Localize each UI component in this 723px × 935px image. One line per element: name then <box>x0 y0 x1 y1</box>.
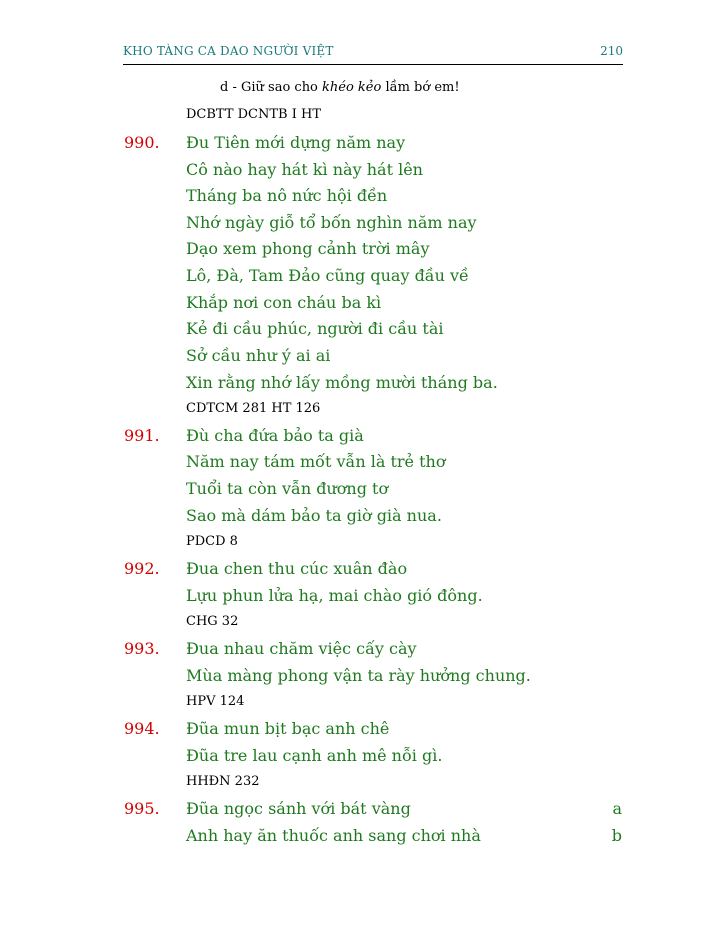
verse-line: Đũa ngọc sánh với bát vàng <box>186 799 411 818</box>
verse-line: Đũa tre lau cạnh anh mê nỗi gì. <box>186 746 443 765</box>
entry-number: 993. <box>124 639 160 658</box>
note-italic: khéo kẻo <box>322 80 382 95</box>
verse-line: Đu Tiên mới dựng năm nay <box>186 133 406 152</box>
verse-line: Tháng ba nô nức hội đền <box>186 186 388 205</box>
verse-line: Sao mà dám bảo ta giờ già nua. <box>186 506 442 525</box>
verse-line: Dạo xem phong cảnh trời mây <box>186 239 430 258</box>
verse-line: Đũa mun bịt bạc anh chê <box>186 719 390 738</box>
verse-line: Đù cha đứa bảo ta già <box>186 426 364 445</box>
verse-line: Cô nào hay hát kì này hát lên <box>186 160 423 179</box>
verse-line: Đua nhau chăm việc cấy cày <box>186 639 417 658</box>
verse-line: Năm nay tám mốt vẫn là trẻ thơ <box>186 452 446 471</box>
entry-number: 991. <box>124 426 160 445</box>
source-citation: CDTCM 281 HT 126 <box>186 401 321 416</box>
verse-line: Mùa màng phong vận ta rày hưởng chung. <box>186 666 531 685</box>
source-citation: HPV 124 <box>186 694 245 709</box>
verse-line: Kẻ đi cầu phúc, người đi cầu tài <box>186 319 444 338</box>
entry-number: 992. <box>124 559 160 578</box>
verse-line: Anh hay ăn thuốc anh sang chơi nhà <box>186 826 481 845</box>
note-prefix: d - Giữ sao cho <box>220 80 323 95</box>
entry-number: 990. <box>124 133 160 152</box>
page-header <box>123 44 623 65</box>
verse-line: Tuổi ta còn vẫn đương tơ <box>186 479 389 498</box>
book-title: KHO TÀNG CA DAO NGƯỜI VIỆT <box>123 44 334 58</box>
verse-line: Lô, Đà, Tam Đảo cũng quay đầu về <box>186 266 469 285</box>
verse-line: Xin rằng nhớ lấy mồng mười tháng ba. <box>186 373 498 392</box>
entry-number: 994. <box>124 719 160 738</box>
source-citation: CHG 32 <box>186 614 239 629</box>
page-number: 210 <box>600 44 623 58</box>
source-citation: PDCD 8 <box>186 534 238 549</box>
verse-line: Sở cầu như ý ai ai <box>186 346 331 365</box>
verse-line: Nhớ ngày giỗ tổ bốn nghìn năm nay <box>186 213 477 232</box>
source-citation: HHĐN 232 <box>186 774 260 789</box>
rhyme-mark: b <box>611 826 622 845</box>
verse-line: Đua chen thu cúc xuân đào <box>186 559 408 578</box>
verse-line: Lựu phun lửa hạ, mai chào gió đông. <box>186 586 483 605</box>
source-citation: DCBTT DCNTB I HT <box>186 107 322 122</box>
verse-line: Khắp nơi con cháu ba kì <box>186 293 382 312</box>
variant-note <box>220 80 460 95</box>
note-suffix: lầm bớ em! <box>381 80 460 95</box>
rhyme-mark: a <box>612 799 622 818</box>
entry-number: 995. <box>124 799 160 818</box>
